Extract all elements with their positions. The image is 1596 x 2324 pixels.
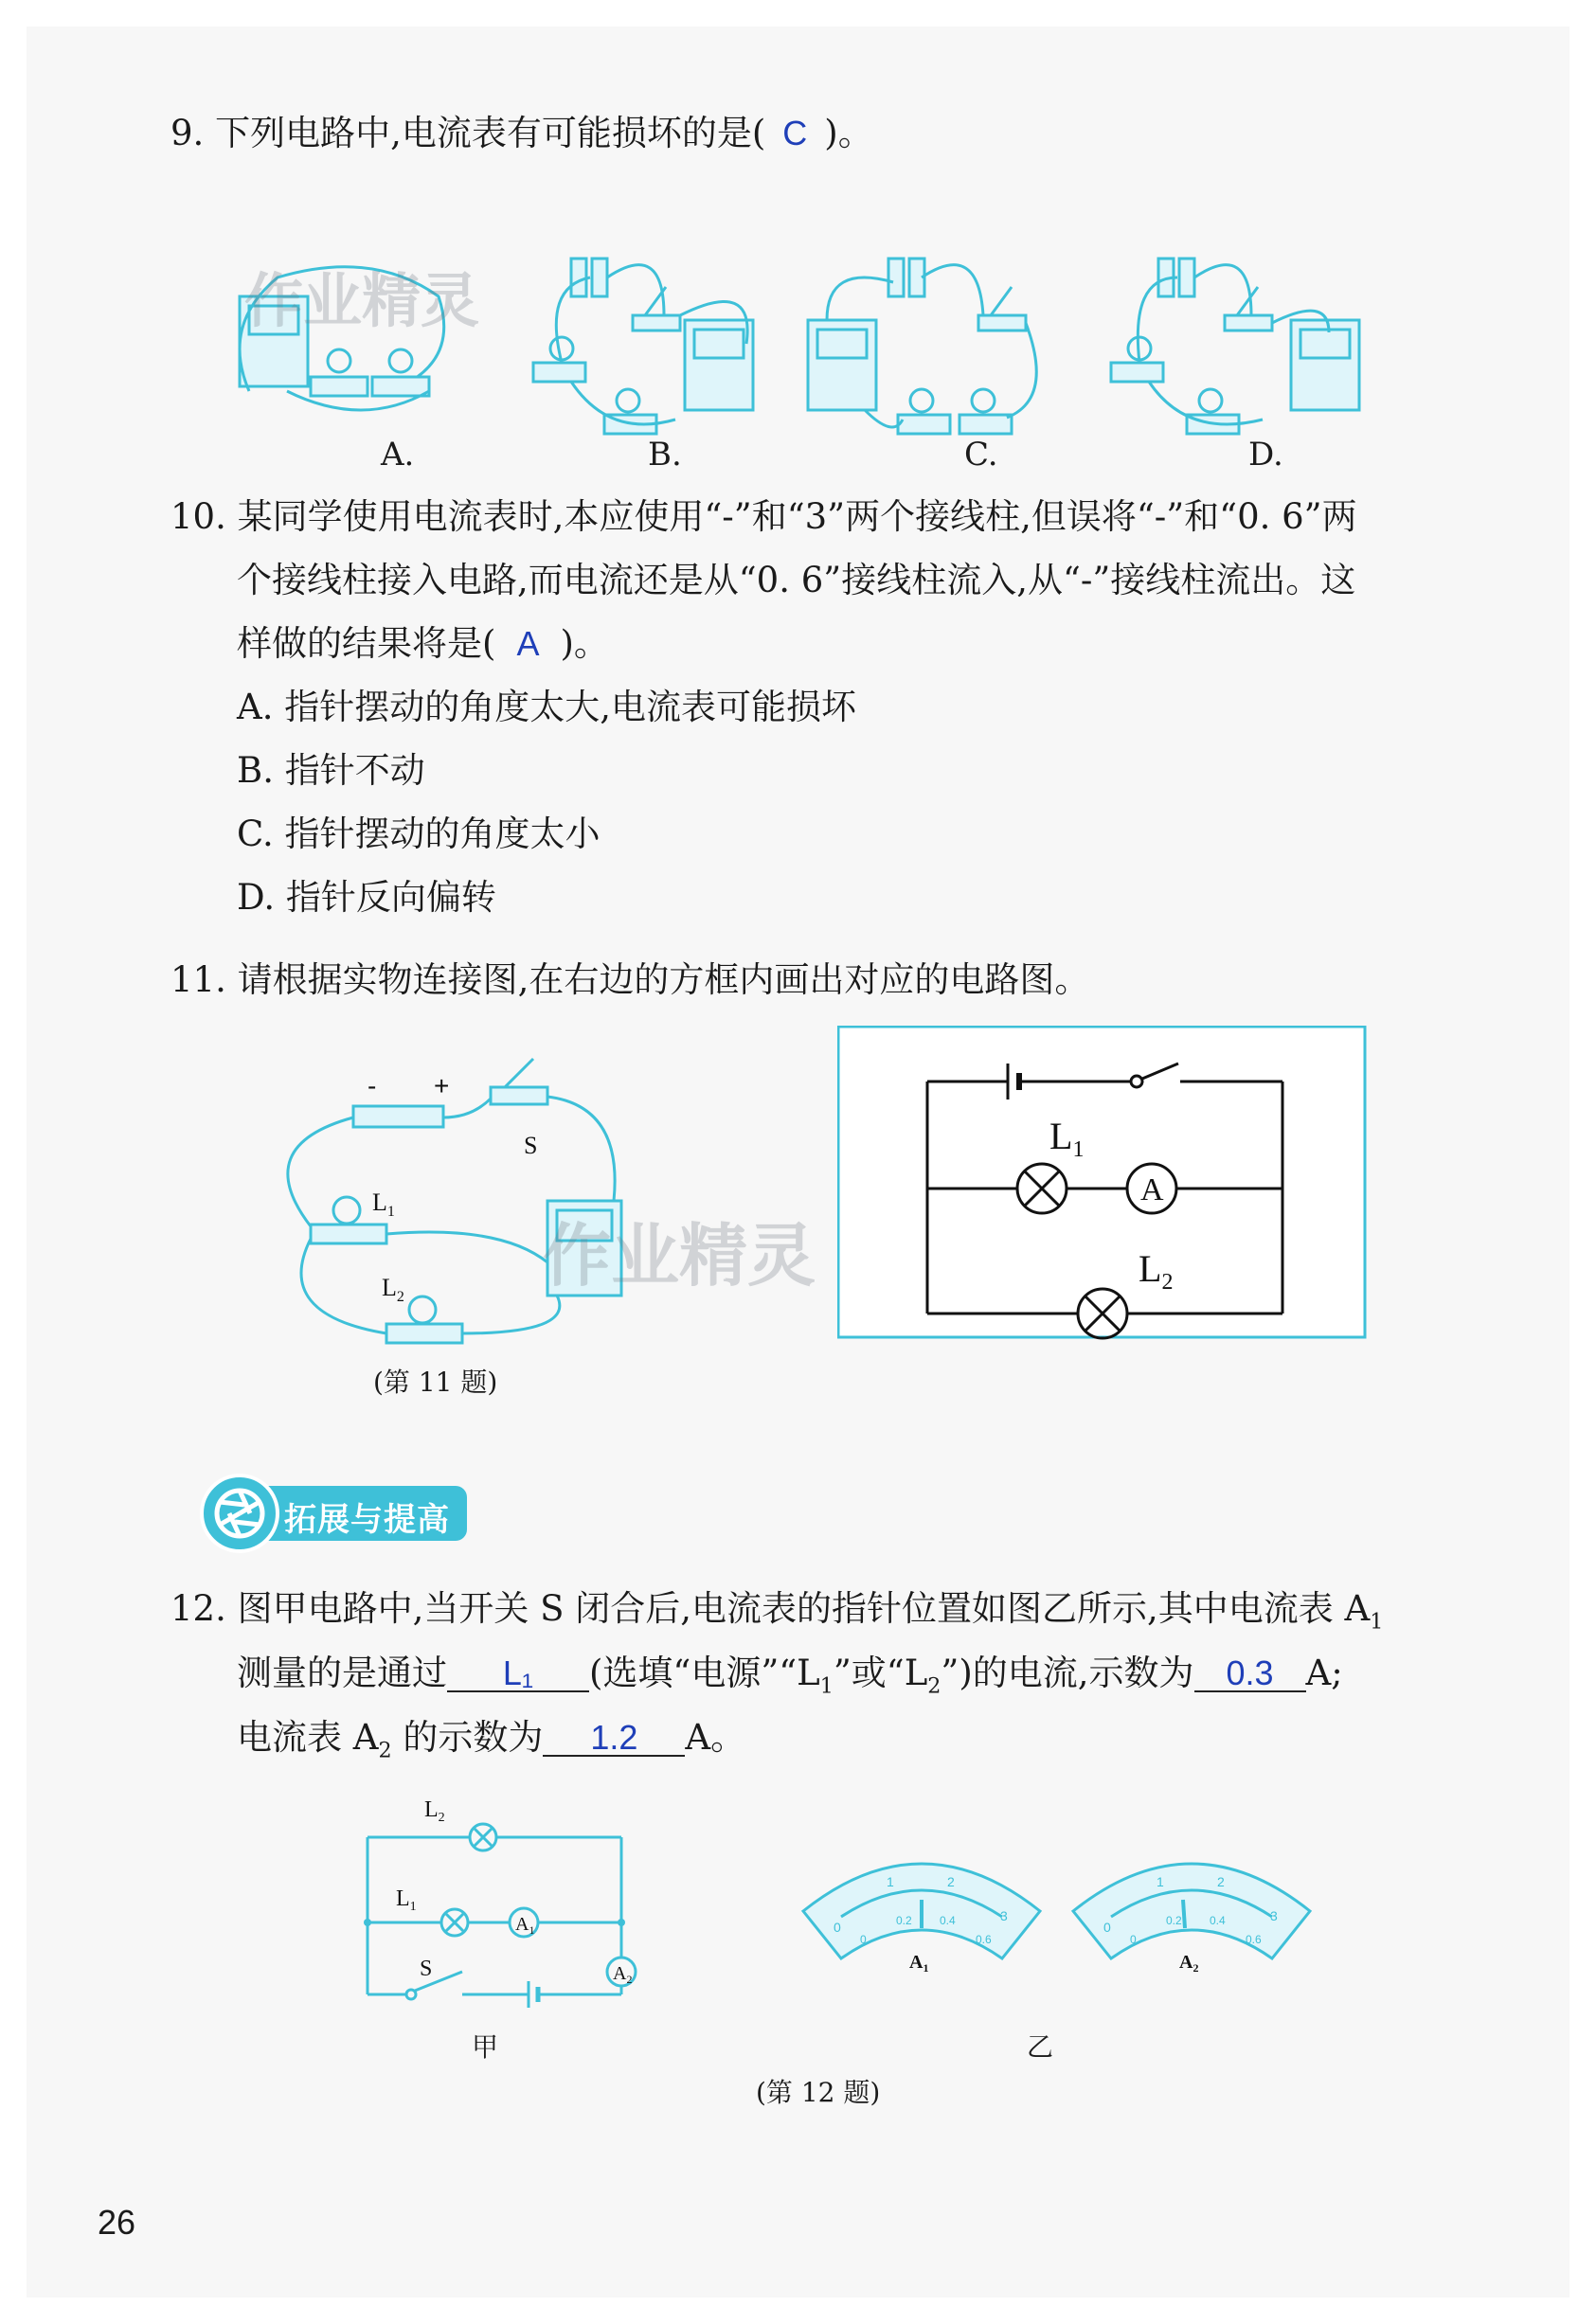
- svg-text:0.2: 0.2: [1166, 1914, 1182, 1927]
- switch-s: [491, 1087, 547, 1104]
- svg-text:0.2: 0.2: [896, 1914, 912, 1927]
- q10-option-d: D. 指针反向偏转: [237, 877, 496, 918]
- q9-stem: 9. 下列电路中,电流表有可能损坏的是( C )。: [170, 113, 873, 153]
- q12-line2: 测量的是通过 L₁ (选填“电源$”“L_1$”或“$L_2$”)的电流,示数为 0.3 A;: [237, 1653, 1343, 1699]
- q10-answer: A: [516, 624, 540, 663]
- label-s: S: [524, 1132, 538, 1159]
- q9-option-c: C.: [964, 436, 998, 474]
- q9-option-b: B.: [648, 436, 682, 474]
- q11-caption: (第 11 题): [373, 1367, 498, 1398]
- meter-a2-label: $A_2$: [1179, 1952, 1199, 1975]
- label-minus: -: [368, 1071, 377, 1100]
- q12-caption: (第 12 题): [756, 2077, 881, 2108]
- svg-text:0.4: 0.4: [1210, 1914, 1226, 1927]
- q12-meters-yi: [784, 1826, 1353, 1987]
- battery-pack: [353, 1106, 443, 1127]
- q10-option-b: B. 指针不动: [237, 750, 425, 791]
- label-l1: $L_1$: [396, 1886, 417, 1914]
- q11-answer-box: [837, 1026, 1368, 1340]
- fig-jia-label: 甲: [472, 2031, 499, 2063]
- q12-blank2: 0.3: [1194, 1656, 1306, 1692]
- label-s: S: [420, 1957, 433, 1981]
- svg-text:3: 3: [1270, 1908, 1278, 1923]
- q11-physical-diagram: [263, 1040, 661, 1352]
- label-l2: $L_2$: [382, 1274, 404, 1305]
- watermark-top: 作业精灵: [244, 266, 480, 335]
- fig-yi-label: 乙: [1027, 2031, 1054, 2063]
- q9-answer: C: [782, 114, 808, 152]
- label-l2: $L_2$: [424, 1797, 445, 1825]
- label-a1: $A_1$: [515, 1914, 535, 1937]
- svg-text:0.6: 0.6: [1246, 1933, 1262, 1946]
- svg-text:0: 0: [1103, 1920, 1111, 1935]
- q9-option-d: D.: [1248, 436, 1283, 474]
- q9-option-a: A.: [381, 436, 415, 474]
- schematic-l2-label: $L_2$: [1139, 1247, 1174, 1295]
- q12-line1: 12. 图甲电路中,当开关 S 闭合后,电流表的指针位置如图乙所示,其中电流表 $A_1$: [170, 1588, 1384, 1635]
- q10-line2: 个接线柱接入电路,而电流还是从“0. 6”接线柱流入,从“-”接线柱流出。这: [237, 560, 1356, 600]
- svg-text:0: 0: [834, 1920, 841, 1935]
- label-plus: +: [434, 1071, 450, 1100]
- q10-option-a: A. 指针摆动的角度太大,电流表可能损坏: [237, 687, 857, 727]
- q11-stem: 11. 请根据实物连接图,在右边的方框内画出对应的电路图。: [170, 959, 1090, 1000]
- page: [27, 27, 1569, 2297]
- q9-figure-b: [533, 259, 753, 434]
- q12-blank3: 1.2: [543, 1721, 685, 1757]
- section-banner: [197, 1473, 472, 1554]
- q10-line3: 样做的结果将是( A )。: [237, 623, 609, 664]
- meter-a1-label: $A_1$: [909, 1952, 929, 1975]
- q12-line3: 电流表 $A_2$ 的示数为 1.2 A。: [237, 1717, 746, 1763]
- section-banner-label: 拓展与提高: [284, 1501, 450, 1539]
- q9-figure-d: [1111, 259, 1359, 434]
- meter-a1-dial: [803, 1864, 1040, 1975]
- q9-figure-c: [808, 259, 1036, 434]
- q10-option-c: C. 指针摆动的角度太小: [237, 813, 601, 854]
- svg-text:0.4: 0.4: [940, 1914, 956, 1927]
- schematic-ammeter-label: A: [1140, 1172, 1164, 1207]
- svg-text:2: 2: [1217, 1874, 1225, 1889]
- svg-text:3: 3: [1000, 1908, 1008, 1923]
- svg-text:2: 2: [947, 1874, 955, 1889]
- svg-text:0.6: 0.6: [976, 1933, 992, 1946]
- label-a2: $A_2$: [613, 1963, 633, 1986]
- svg-text:1: 1: [1157, 1874, 1164, 1889]
- svg-text:0: 0: [860, 1933, 867, 1946]
- svg-text:0: 0: [1130, 1933, 1137, 1946]
- label-l1: $L_1$: [372, 1189, 395, 1220]
- q10-line1: 10. 某同学使用电流表时,本应使用“-”和“3”两个接线柱,但误将“-”和“0. 6”两: [170, 496, 1357, 537]
- meter-a2-dial: [1073, 1864, 1310, 1975]
- page-number: 26: [98, 2203, 136, 2242]
- schematic-l1-label: $L_1$: [1049, 1115, 1085, 1162]
- svg-text:1: 1: [887, 1874, 894, 1889]
- watermark-middle: 作业精灵: [543, 1216, 816, 1296]
- q12-blank1: L₁: [447, 1656, 589, 1692]
- q12-circuit-jia: [330, 1788, 652, 2015]
